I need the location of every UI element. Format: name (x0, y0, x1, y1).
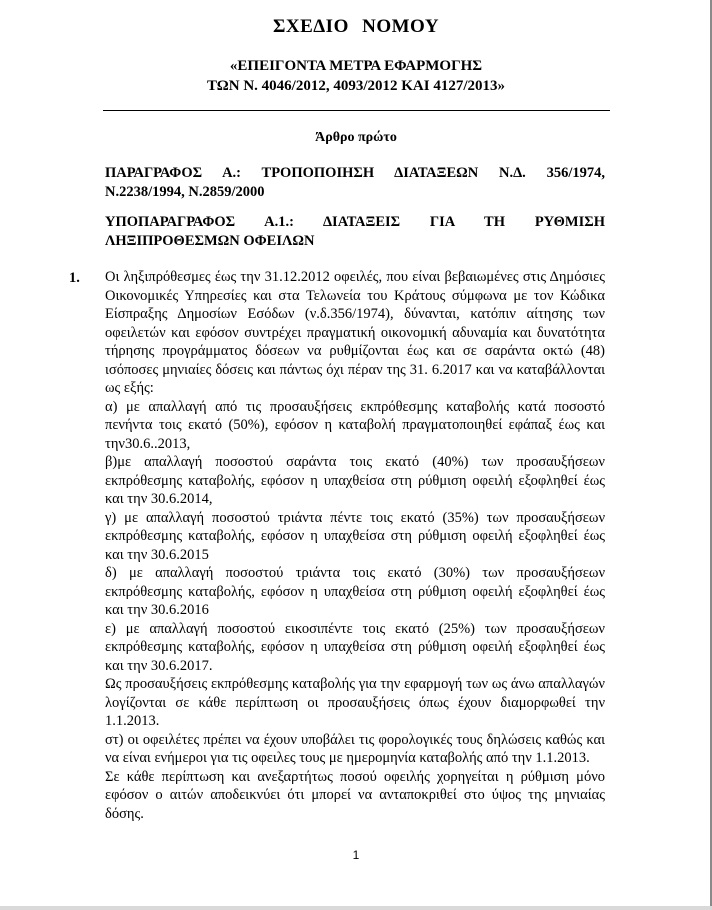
body-paragraph-c: γ) με απαλλαγή ποσοστού τριάντα πέντε τοις εκατό (35%) των προσαυξήσεων εκπρόθεσμης καταβολής, εφόσον η υπαχθείσα στη ρύθμιση οφειλή εξοφληθεί έως και την 30.6.2015 (105, 509, 605, 563)
body-paragraph-conditions: Σε κάθε περίπτωση και ανεξαρτήτως ποσού οφειλής χορηγείται η ρύθμιση μόνο εφόσον ο αιτών αποδεικνύει ότι μπορεί να ανταποκριθεί στο ύψος της μηνιαίας δόσης. (105, 768, 605, 822)
body-paragraph-d: δ) με απαλλαγή ποσοστού τριάντα τοις εκατό (30%) των προσαυξήσεων εκπρόθεσμης καταβολής, εφόσον η υπαχθείσα στη ρύθμιση οφειλή εξοφληθεί έως και την 30.6.2016 (105, 565, 605, 618)
subtitle-line-2: ΤΩΝ Ν. 4046/2012, 4093/2012 ΚΑΙ 4127/2013» (206, 78, 505, 94)
subparagraph-a1-line-2: ΛΗΞΙΠΡΟΘΕΣΜΩΝ ΟΦΕΙΛΩΝ (105, 233, 315, 249)
body-paragraph-e: ε) με απαλλαγή ποσοστού εικοσιπέντε τοις εκατό (25%) των προσαυξήσεων εκπρόθεσμης καταβολής, εφόσον η υπαχθείσα στη ρύθμιση οφειλή εξοφληθεί έως και την 30.6.2017. (105, 620, 605, 674)
document-title: ΣΧΕΔΙΟ ΝΟΜΟΥ (272, 16, 440, 37)
document-subtitle (0, 56, 712, 96)
paragraph-a-line-2: Ν.2238/1994, Ν.2859/2000 (105, 184, 265, 200)
body-paragraph-a: α) με απαλλαγή από τις προσαυξήσεις εκπρόθεσμης καταβολής κατά ποσοστό πενήντα τοις εκατό (50%), εφόσον η καταβολή πραγματοποιηθεί εφάπαξ έως και την30.6..2013, (105, 398, 605, 452)
body-paragraph-intro: Οι ληξιπρόθεσμες έως την 31.12.2012 οφειλές, που είναι βεβαιωμένες στις Δημόσιες Οικονομικές Υπηρεσίες και στα Τελωνεία του Κράτους σύμφωνα με τον Κώδικα Είσπραξης Δημοσίων Εσόδων (ν.δ.356/1974), δύνανται, κατόπιν αίτησης των οφειλετών και εφόσον συντρέχει πραγματική οικονομική αδυναμία και δυνατότητα τήρησης προγράμματος δόσεων να ρυθμίζονται έως και σε σαράντα οκτώ (48) ισόποσες μηνιαίες δόσεις και πάντως όχι πέραν της 31. 6.2017 και να καταβάλλονται ως εξής: (105, 269, 605, 396)
paragraph-a-heading (105, 164, 605, 202)
page-number: 1 (352, 848, 360, 862)
body-paragraph-surcharges: Ως προσαυξήσεις εκπρόθεσμης καταβολής για την εφαρμογή των ως άνω απαλλαγών λογίζονται σε κάθε περίπτωση οι προσαυξήσεις όπως έχουν διαμορφωθεί την 1.1.2013. (105, 676, 605, 729)
subtitle-line-1: «ΕΠΕΙΓΟΝΤΑ ΜΕΤΡΑ ΕΦΑΡΜΟΓΗΣ (229, 58, 483, 74)
horizontal-rule (103, 110, 610, 111)
item-number: 1. (69, 270, 80, 286)
article-heading: Άρθρο πρώτο (315, 130, 397, 145)
page-bottom-edge (0, 906, 712, 910)
paragraph-a-line-1: ΠΑΡΑΓΡΑΦΟΣ Α.: ΤΡΟΠΟΠΟΙΗΣΗ ΔΙΑΤΑΞΕΩΝ Ν.Δ. 356/1974, (105, 165, 605, 181)
body-text (105, 268, 605, 823)
body-paragraph-b: β)με απαλλαγή ποσοστού σαράντα τοις εκατό (40%) των προσαυξήσεων εκπρόθεσμης καταβολής, εφόσον η υπαχθείσα στη ρύθμιση οφειλή εξοφληθεί έως και την 30.6.2014, (105, 454, 605, 507)
subparagraph-a1-line-1: ΥΠΟΠΑΡΑΓΡΑΦΟΣ Α.1.: ΔΙΑΤΑΞΕΙΣ ΓΙΑ ΤΗ ΡΥΘΜΙΣΗ (105, 214, 605, 230)
body-paragraph-st: στ) οι οφειλέτες πρέπει να έχουν υποβάλει τις φορολογικές τους δηλώσεις καθώς και να είναι ενήμεροι για τις οφειλες τους με ημερομηνία καταβολής από την 1.1.2013. (105, 731, 605, 766)
subparagraph-a1-heading (105, 213, 605, 251)
